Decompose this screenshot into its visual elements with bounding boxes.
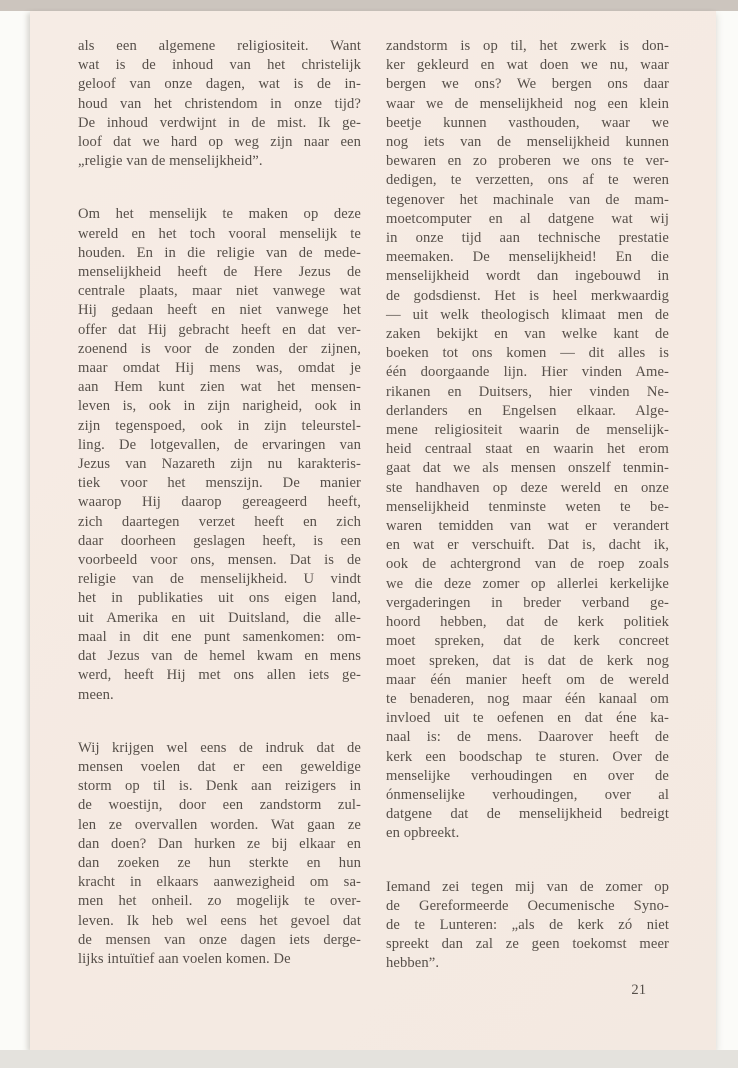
text-line: ónmenselijke verhoudingen, over al (386, 786, 669, 803)
text-line: meen. (78, 686, 114, 703)
text-line: maal in dit ene punt samenkomen: om- (78, 628, 361, 645)
text-line: wat is de inhoud van het christelijk (78, 57, 361, 74)
text-line: menselijkheid heeft de Here Jezus de (78, 264, 361, 281)
text-line: waren temidden van wat er verandert (386, 518, 669, 535)
paragraph (78, 739, 361, 969)
text-line: men het onheil. zo mogelijk te over- (78, 893, 361, 910)
text-line: we die deze zomer op allerlei kerkelijke (386, 575, 669, 592)
text-line: Iemand zei tegen mij van de zomer op (386, 878, 669, 895)
text-line: kerk een boodschap te sturen. Over de (386, 748, 669, 765)
paragraph (78, 37, 361, 171)
text-line: de godsdienst. Het is heel merkwaardig (386, 287, 669, 304)
text-line: maar één manier heeft om de wereld (386, 671, 669, 688)
text-line: en opbreekt. (386, 825, 460, 842)
text-line: loof dat we hard op weg zijn naar een (78, 134, 361, 151)
text-line: — uit welk theologisch klimaat men de (386, 306, 669, 323)
text-line: de woestijn, door een zandstorm zul- (78, 797, 361, 814)
left-column (78, 37, 361, 974)
text-line: ling. De lotgevallen, de ervaringen van (78, 436, 361, 453)
text-line: houd van het christendom in onze tijd? (78, 95, 361, 112)
text-line: waarop Hij daarop gereageerd heeft, (78, 494, 361, 511)
text-line: boeken tot ons komen — dit alles is (386, 345, 669, 362)
text-line: de Gereformeerde Oecumenische Syno- (386, 897, 669, 914)
text-line: offer dat Hij gebracht heeft en dat ver- (78, 321, 361, 338)
text-line: dat Jezus van de hemel kwam en mens (78, 648, 361, 665)
text-line: rikanen en Duitsers, hier vinden Ne- (386, 383, 669, 400)
text-line: religie van de menselijkheid. U vindt (78, 571, 361, 588)
text-line: len ze overvallen worden. Wat gaan ze (78, 816, 361, 833)
text-line: nog iets van de menselijkheid kunnen (386, 134, 669, 151)
text-line: leven. Ik heb wel eens het gevoel dat (78, 912, 361, 929)
text-columns (30, 11, 716, 974)
text-line: derlanders en Engelsen elkaar. Alge- (386, 402, 669, 419)
text-line: mene religiositeit waarin de menselijk- (386, 422, 669, 439)
text-line: bewaren en zo proberen we ons te ver- (386, 153, 669, 170)
text-line: lijks intuïtief aan voelen komen. De (78, 950, 291, 967)
text-line: Om het menselijk te maken op deze (78, 206, 361, 223)
text-line: waar we de menselijkheid nog een klein (386, 95, 669, 112)
text-line: moet spreken, dat is dat de kerk nog (386, 652, 669, 669)
text-line: hebben”. (386, 955, 440, 972)
text-line: Wij krijgen wel eens de indruk dat de (78, 739, 361, 756)
text-line: datgene dat de menselijkheid bedreigt (386, 806, 669, 823)
text-line: te benaderen, nog maar één kanaal om (386, 690, 669, 707)
text-line: vergaderingen in breder verband ge- (386, 594, 669, 611)
text-line: De inhoud verdwijnt in de mist. Ik ge- (78, 114, 361, 131)
text-line: daar doorheen geslagen heeft, is een (78, 532, 361, 549)
text-line: „religie van de menselijkheid”. (78, 153, 263, 170)
text-line: de mensen van onze dagen iets derge- (78, 931, 361, 948)
text-line: ste handhaven op deze wereld en onze (386, 479, 669, 496)
text-line: aan Hem kunt zien wat het mensen- (78, 379, 361, 396)
text-line: moet spreken, dat de kerk concreet (386, 633, 669, 650)
text-line: uit Amerika en uit Duitsland, die alle- (78, 609, 361, 626)
text-line: naal is: de mens. Daarover heeft de (386, 729, 669, 746)
text-line: menselijkheid wordt dan ingebouwd in (386, 268, 669, 285)
text-line: maar omdat Hij mens was, omdat je (78, 360, 361, 377)
text-line: houden. En in die religie van de mede- (78, 244, 361, 261)
text-line: voorbeeld voor ons, mensen. Dat is de (78, 552, 361, 569)
page-number: 21 (631, 982, 646, 998)
text-line: ker gekleurd en wat doen we nu, waar (386, 57, 669, 74)
text-line: tiek voor het menszijn. De manier (78, 475, 361, 492)
text-line: invloed uit te oefenen en dat éne ka- (386, 710, 669, 727)
text-line: menselijke verhoudingen en over de (386, 767, 669, 784)
text-line: zandstorm is op til, het zwerk is don- (386, 38, 669, 54)
book-page (30, 11, 716, 1050)
text-line: één doorgaande lijn. Hier vinden Ame- (386, 364, 669, 381)
text-line: heid centraal staat en waarin het erom (386, 441, 669, 458)
text-line: zich daartegen verzet heeft en zich (78, 513, 361, 530)
text-line: dedigen, te verzetten, ons af te weren (386, 172, 669, 189)
paragraph (386, 37, 669, 844)
text-line: zaken bekijkt en van welke kant de (386, 326, 669, 343)
text-line: leven is, ook in zijn narigheid, ook in (78, 398, 361, 415)
text-line: spreekt dan zal ze geen toekomst meer (386, 936, 669, 953)
text-line: storm op til is. Denk aan reizigers in (78, 778, 361, 795)
text-line: centrale plaats, maar niet vanwege wat (78, 283, 361, 300)
text-line: wereld en het toch vooral menselijk te (78, 225, 361, 242)
text-line: geloof van onze dagen, wat is de in- (78, 76, 361, 93)
text-line: moetcomputer en al datgene wat wij (386, 210, 669, 227)
text-line: menselijkheid tenminste weten te be- (386, 498, 669, 515)
text-line: het in publikaties uit ons eigen land, (78, 590, 361, 607)
paragraph (78, 205, 361, 704)
text-line: kracht in elkaars aanwezigheid om sa- (78, 874, 361, 891)
text-line: zoenend is voor de zonden der zijnen, (78, 340, 361, 357)
text-line: gaat dat we als mensen onszelf tenmin- (386, 460, 669, 477)
right-column (386, 37, 669, 974)
text-line: tegenover het machinale van de mam- (386, 191, 669, 208)
text-line: meemaken. De menselijkheid! En die (386, 249, 669, 266)
text-line: bergen we ons? We bergen ons daar (386, 76, 669, 93)
text-line: als een algemene religiositeit. Want (78, 38, 361, 54)
text-line: werd, heeft Hij met ons allen iets ge- (78, 667, 361, 684)
text-line: zijn tegenspoed, ook in zijn teleurstel- (78, 417, 361, 434)
text-line: beetje kunnen vasthouden, waar we (386, 114, 669, 131)
scan-edge-bottom (0, 1050, 738, 1068)
scan-edge-top (0, 0, 738, 11)
text-line: in onze tijd aan technische prestatie (386, 230, 669, 247)
text-line: ook de achtergrond van de roep zoals (386, 556, 669, 573)
text-line: dan doen? Dan hurken ze bij elkaar en (78, 835, 361, 852)
text-line: mensen voelen dat er een geweldige (78, 758, 361, 775)
text-line: Hij gedaan heeft en niet vanwege het (78, 302, 361, 319)
paragraph (386, 878, 669, 974)
text-line: Jezus van Nazareth zijn nu karakteris- (78, 456, 361, 473)
text-line: dan zoeken ze hun sterkte en hun (78, 854, 361, 871)
text-line: hoord hebben, dat de kerk politiek (386, 614, 669, 631)
text-line: en wat er verschuift. Dat is, dacht ik, (386, 537, 669, 554)
text-line: de te Lunteren: „als de kerk zó niet (386, 916, 669, 933)
